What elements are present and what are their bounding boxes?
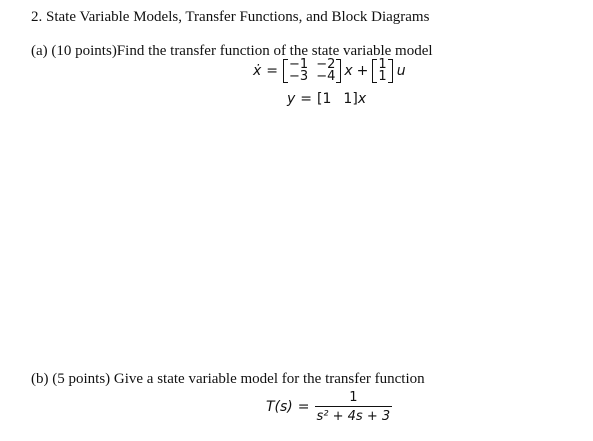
tf-denominator: s² + 4s + 3 — [316, 409, 391, 424]
equals-sign: = — [266, 63, 279, 79]
matrix-c-cell: 1 — [343, 91, 353, 107]
matrix-a-cell: −3 — [289, 69, 309, 84]
section-title: 2. State Variable Models, Transfer Functions, and Block Diagrams — [31, 9, 430, 25]
plus-sign: + — [356, 63, 369, 79]
matrix-c-close-bracket: ] — [352, 91, 358, 107]
state-vector-symbol: x — [357, 91, 367, 107]
state-equation — [253, 56, 406, 86]
matrix-a-cell: −2 — [316, 57, 336, 72]
equals-sign: = — [300, 91, 313, 107]
matrix-a-cell: −4 — [316, 69, 336, 84]
output-equation — [287, 90, 366, 108]
output-symbol: y — [287, 91, 296, 107]
matrix-b-cell: 1 — [378, 69, 387, 84]
transfer-function-lhs: T(s) — [266, 399, 293, 415]
matrix-c-open-bracket: [ — [317, 91, 323, 107]
part-b-prompt: (b) (5 points) Give a state variable model for the transfer function — [31, 371, 425, 387]
matrix-c-cell: 1 — [322, 91, 332, 107]
matrix-b-cell: 1 — [378, 57, 387, 72]
state-derivative-symbol: ẋ — [253, 63, 262, 79]
matrix-a — [283, 59, 341, 83]
transfer-function-fraction — [315, 390, 393, 424]
tf-numerator: 1 — [315, 390, 393, 407]
matrix-b — [372, 59, 392, 83]
part-a-prompt: (a) (10 points)Find the transfer function of the state variable model — [31, 43, 433, 59]
transfer-function — [266, 387, 392, 427]
input-symbol: u — [396, 63, 406, 79]
state-vector-symbol: x — [344, 63, 353, 79]
matrix-a-cell: −1 — [289, 57, 309, 72]
equals-sign: = — [297, 399, 310, 415]
